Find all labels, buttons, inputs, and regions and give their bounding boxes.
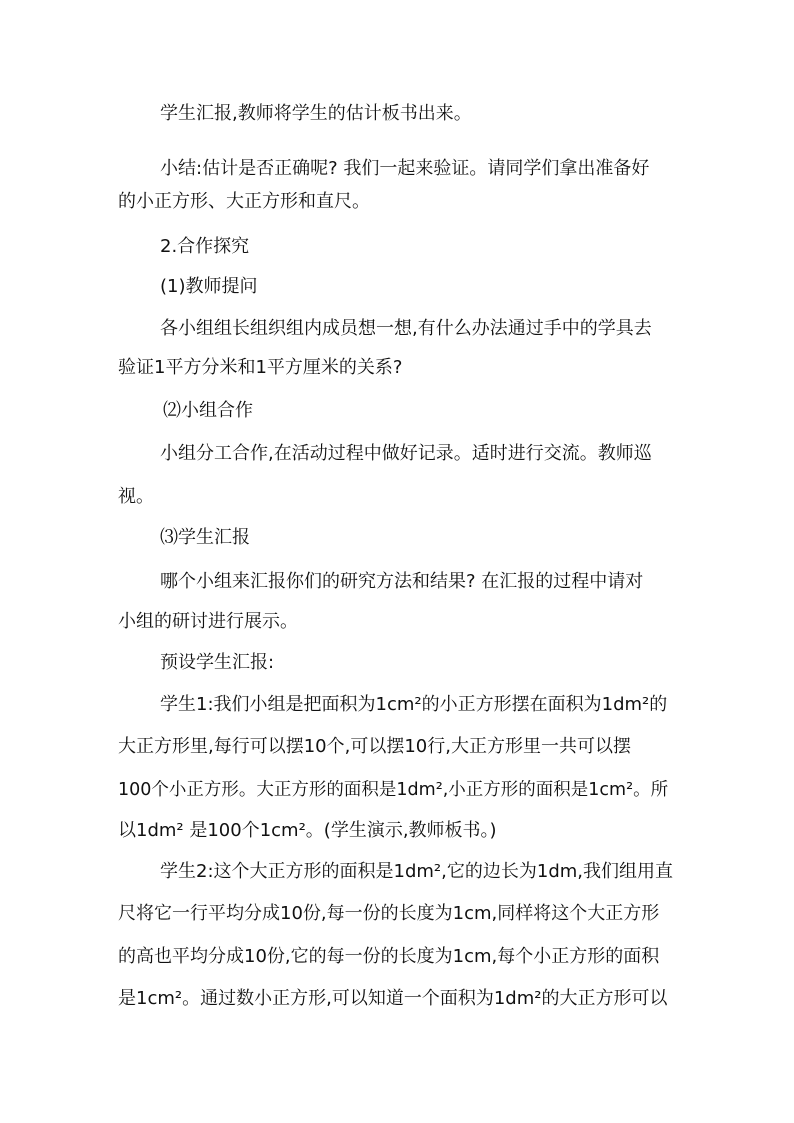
paragraph-line: 视。 [118, 486, 154, 507]
paragraph-line: 学生2:这个大正方形的面积是1dm²,它的边长为1dm,我们组用直 [160, 861, 673, 882]
paragraph-line: 验证1平方分米和1平方厘米的关系? [118, 357, 403, 378]
subsection-heading: ⑶学生汇报 [160, 527, 250, 548]
paragraph-line: 预设学生汇报: [160, 652, 275, 673]
paragraph-line: 各小组组长组织组内成员想一想,有什么办法通过手中的学具去 [160, 318, 652, 339]
paragraph-line: 小组的研讨进行展示。 [118, 611, 298, 632]
paragraph-line: 学生汇报,教师将学生的估计板书出来。 [160, 103, 472, 124]
paragraph-line: 以1dm² 是100个1cm²。(学生演示,教师板书。) [118, 820, 497, 841]
paragraph-line: 100个小正方形。大正方形的面积是1dm²,小正方形的面积是1cm²。所 [118, 780, 669, 800]
paragraph-line: 小结:估计是否正确呢? 我们一起来验证。请同学们拿出准备好 [160, 158, 650, 179]
subsection-heading: (1)教师提问 [160, 276, 258, 297]
paragraph-line: 哪个小组来汇报你们的研究方法和结果? 在汇报的过程中请对 [160, 571, 644, 592]
paragraph-line: 小组分工合作,在活动过程中做好记录。适时进行交流。教师巡 [160, 443, 652, 464]
paragraph-line: 是1cm²。通过数小正方形,可以知道一个面积为1dm²的大正方形可以 [118, 988, 668, 1009]
subsection-heading: ⑵小组合作 [163, 400, 253, 421]
paragraph-line: 大正方形里,每行可以摆10个,可以摆10行,大正方形里一共可以摆 [118, 736, 631, 757]
paragraph-line: 的高也平均分成10份,它的每一份的长度为1cm,每个小正方形的面积 [118, 946, 660, 967]
section-heading: 2.合作探究 [160, 236, 250, 257]
paragraph-line: 的小正方形、大正方形和直尺。 [118, 191, 370, 212]
paragraph-line: 学生1:我们小组是把面积为1cm²的小正方形摆在面积为1dm²的 [160, 694, 668, 715]
paragraph-line: 尺将它一行平均分成10份,每一份的长度为1cm,同样将这个大正方形 [118, 903, 660, 924]
